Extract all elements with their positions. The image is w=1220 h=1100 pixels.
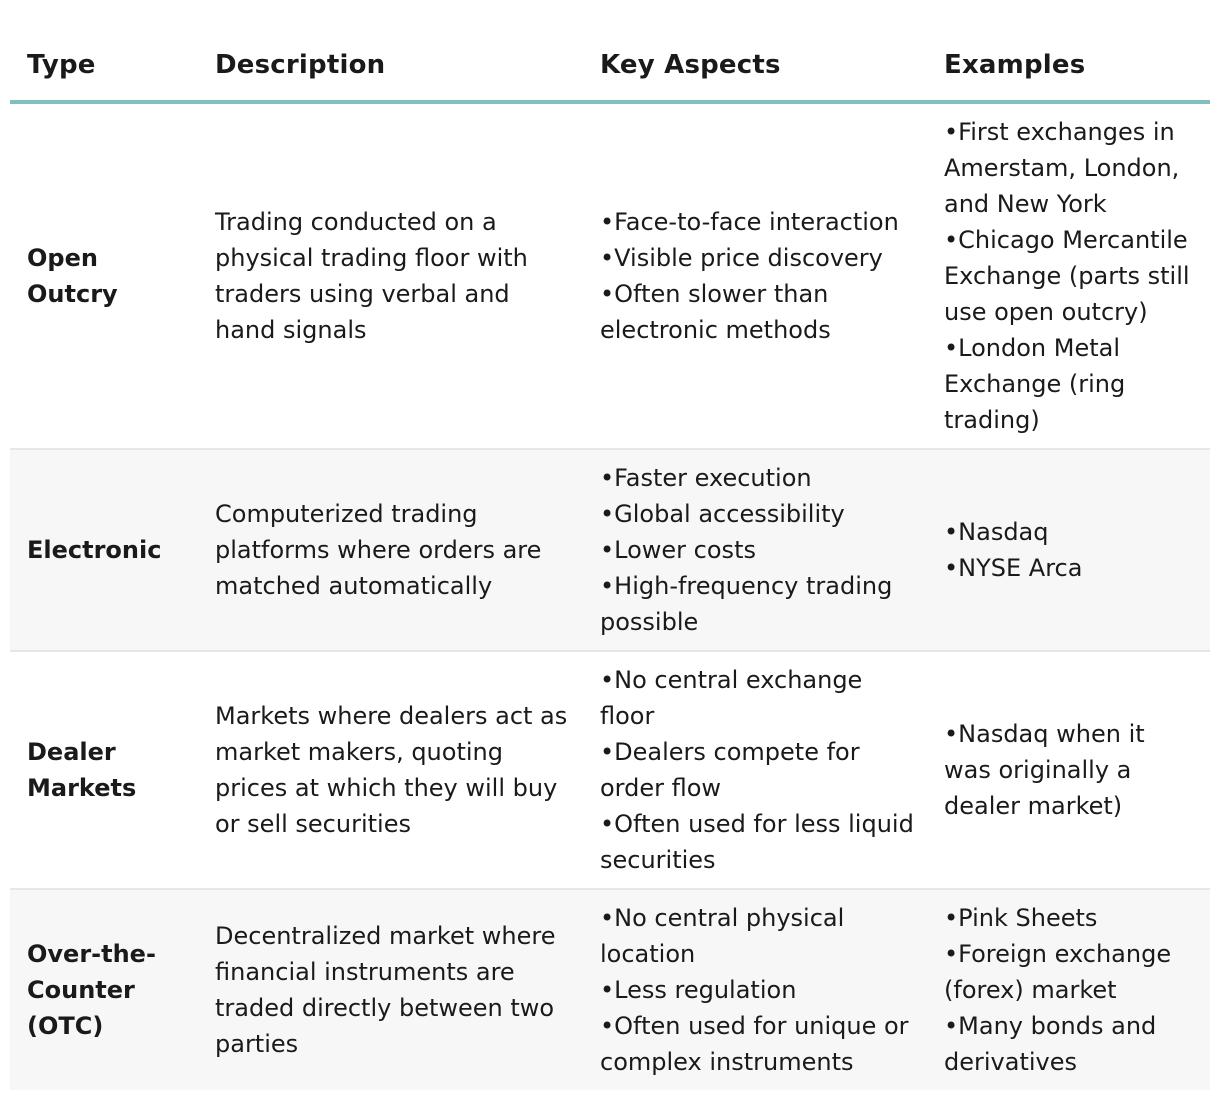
header-type: Type <box>10 30 198 102</box>
header-key-aspects: Key Aspects <box>583 30 927 102</box>
key-aspect-item: • Less regulation <box>600 972 915 1008</box>
key-aspect-item: • Often used for unique or complex instruments <box>600 1008 915 1080</box>
key-aspects-cell <box>583 102 927 449</box>
market-types-table-container <box>10 30 1210 1090</box>
table-body <box>10 102 1210 1090</box>
type-cell: Electronic <box>10 449 198 651</box>
table-row <box>10 102 1210 449</box>
type-cell: Open Outcry <box>10 102 198 449</box>
example-item: • Nasdaq when it was originally a dealer market) <box>944 716 1198 824</box>
example-item: • Pink Sheets <box>944 900 1198 936</box>
key-aspects-cell <box>583 889 927 1090</box>
key-aspect-item: • Dealers compete for order flow <box>600 734 915 806</box>
key-aspect-item: • Often slower than electronic methods <box>600 276 915 348</box>
example-item: • Nasdaq <box>944 514 1198 550</box>
examples-cell <box>927 889 1210 1090</box>
examples-cell <box>927 449 1210 651</box>
key-aspect-item: • No central exchange floor <box>600 662 915 734</box>
header-row <box>10 30 1210 102</box>
key-aspect-item: • Faster execution <box>600 460 915 496</box>
key-aspect-item: • Lower costs <box>600 532 915 568</box>
market-types-table <box>10 30 1210 1090</box>
key-aspect-item: • High-frequency trading possible <box>600 568 915 640</box>
key-aspects-cell <box>583 651 927 889</box>
example-item: • NYSE Arca <box>944 550 1198 586</box>
table-row <box>10 449 1210 651</box>
table-row <box>10 889 1210 1090</box>
key-aspect-item: • Often used for less liquid securities <box>600 806 915 878</box>
header-examples: Examples <box>927 30 1210 102</box>
table-header <box>10 30 1210 102</box>
example-item: • London Metal Exchange (ring trading) <box>944 330 1198 438</box>
header-description: Description <box>198 30 583 102</box>
description-cell: Markets where dealers act as market makers, quoting prices at which they will buy or sell securities <box>198 651 583 889</box>
example-item: • Chicago Mercantile Exchange (parts still use open outcry) <box>944 222 1198 330</box>
type-cell: Over-the-Counter (OTC) <box>10 889 198 1090</box>
examples-cell <box>927 102 1210 449</box>
key-aspect-item: • Face-to-face interaction <box>600 204 915 240</box>
description-cell: Decentralized market where financial instruments are traded directly between two parties <box>198 889 583 1090</box>
key-aspects-cell <box>583 449 927 651</box>
example-item: • Foreign exchange (forex) market <box>944 936 1198 1008</box>
description-cell: Trading conducted on a physical trading floor with traders using verbal and hand signals <box>198 102 583 449</box>
key-aspect-item: • Visible price discovery <box>600 240 915 276</box>
table-row <box>10 651 1210 889</box>
key-aspect-item: • Global accessibility <box>600 496 915 532</box>
examples-cell <box>927 651 1210 889</box>
example-item: • First exchanges in Amerstam, London, and New York <box>944 114 1198 222</box>
description-cell: Computerized trading platforms where orders are matched automatically <box>198 449 583 651</box>
key-aspect-item: • No central physical location <box>600 900 915 972</box>
example-item: • Many bonds and derivatives <box>944 1008 1198 1080</box>
type-cell: Dealer Markets <box>10 651 198 889</box>
